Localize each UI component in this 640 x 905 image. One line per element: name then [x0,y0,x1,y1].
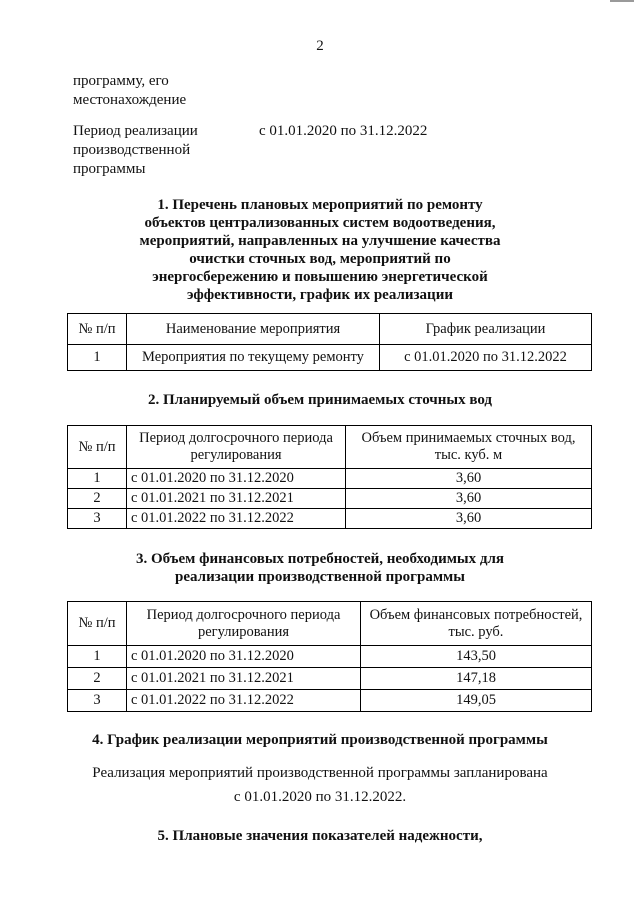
cell-period: с 01.01.2020 по 31.12.2020 [127,469,346,489]
cell-number: 2 [68,489,127,509]
cell-measure: Мероприятия по текущему ремонту [127,345,380,371]
table-header-row [68,426,592,469]
period-label-line2: производственной [73,142,191,158]
period-label-line1: Период реализации [73,123,198,139]
section2-heading: 2. Планируемый объем принимаемых сточных вод [147,392,493,408]
financial-needs-table [67,601,592,712]
table-row [68,489,592,509]
cell-number: 1 [68,469,127,489]
cell-schedule: с 01.01.2020 по 31.12.2022 [380,345,592,371]
col-header-period: Период долгосрочного периода регулирования [127,426,346,469]
col-header-schedule: График реализации [380,314,592,345]
measures-table [67,313,592,371]
section3-heading-line: реализации производственной программы [175,569,465,585]
section4-text-line1: Реализация мероприятий производственной программы запланирована [92,765,548,781]
section4-heading: 4. График реализации мероприятий производственной программы [92,732,548,748]
table-row [68,509,592,529]
period-value: с 01.01.2020 по 31.12.2022 [259,123,428,139]
section3-heading [40,550,600,586]
section1-heading-line: мероприятий, направленных на улучшение качества [139,233,501,249]
table-row [68,646,592,668]
col-header-measure: Наименование мероприятия [127,314,380,345]
col-header-financial-needs: Объем финансовых потребностей, тыс. руб. [361,602,592,646]
section3-heading-line: 3. Объем финансовых потребностей, необходимых для [135,551,505,567]
cell-period: с 01.01.2021 по 31.12.2021 [127,668,361,690]
section1-heading-line: очистки сточных вод, мероприятий по [189,251,451,267]
table-row [68,469,592,489]
table-header-row [68,314,592,345]
cell-number: 2 [68,668,127,690]
location-label-line1: программу, его [73,73,169,89]
cell-number: 3 [68,690,127,712]
section1-heading-line: 1. Перечень плановых мероприятий по ремонту [157,197,483,213]
section4-text-line2: с 01.01.2020 по 31.12.2022. [233,789,407,805]
col-header-number: № п/п [68,426,127,469]
period-label-line3: программы [73,161,146,177]
table-header-row [68,602,592,646]
cell-number: 1 [68,646,127,668]
cell-amount: 149,05 [361,690,592,712]
wastewater-volume-table [67,425,592,529]
cell-period: с 01.01.2022 по 31.12.2022 [127,509,346,529]
location-label-line2: местонахождение [73,92,187,108]
cell-period: с 01.01.2021 по 31.12.2021 [127,489,346,509]
table-row [68,345,592,371]
corner-mark [610,0,634,2]
col-header-number: № п/п [68,602,127,646]
col-header-period: Период долгосрочного периода регулирования [127,602,361,646]
cell-amount: 147,18 [361,668,592,690]
cell-volume: 3,60 [346,509,592,529]
section1-heading-line: объектов централизованных систем водоотведения, [144,215,496,231]
cell-number: 1 [68,345,127,371]
cell-period: с 01.01.2020 по 31.12.2020 [127,646,361,668]
cell-volume: 3,60 [346,489,592,509]
col-header-number: № п/п [68,314,127,345]
cell-volume: 3,60 [346,469,592,489]
section1-heading-line: эффективности, график их реализации [187,287,453,303]
col-header-volume: Объем принимаемых сточных вод, тыс. куб. м [346,426,592,469]
cell-number: 3 [68,509,127,529]
cell-amount: 143,50 [361,646,592,668]
section1-heading [40,196,600,304]
page-number: 2 [316,38,324,54]
section1-heading-line: энергосбережению и повышению энергетической [152,269,488,285]
cell-period: с 01.01.2022 по 31.12.2022 [127,690,361,712]
table-row [68,690,592,712]
table-row [68,668,592,690]
section5-heading: 5. Плановые значения показателей надежности, [157,828,483,844]
